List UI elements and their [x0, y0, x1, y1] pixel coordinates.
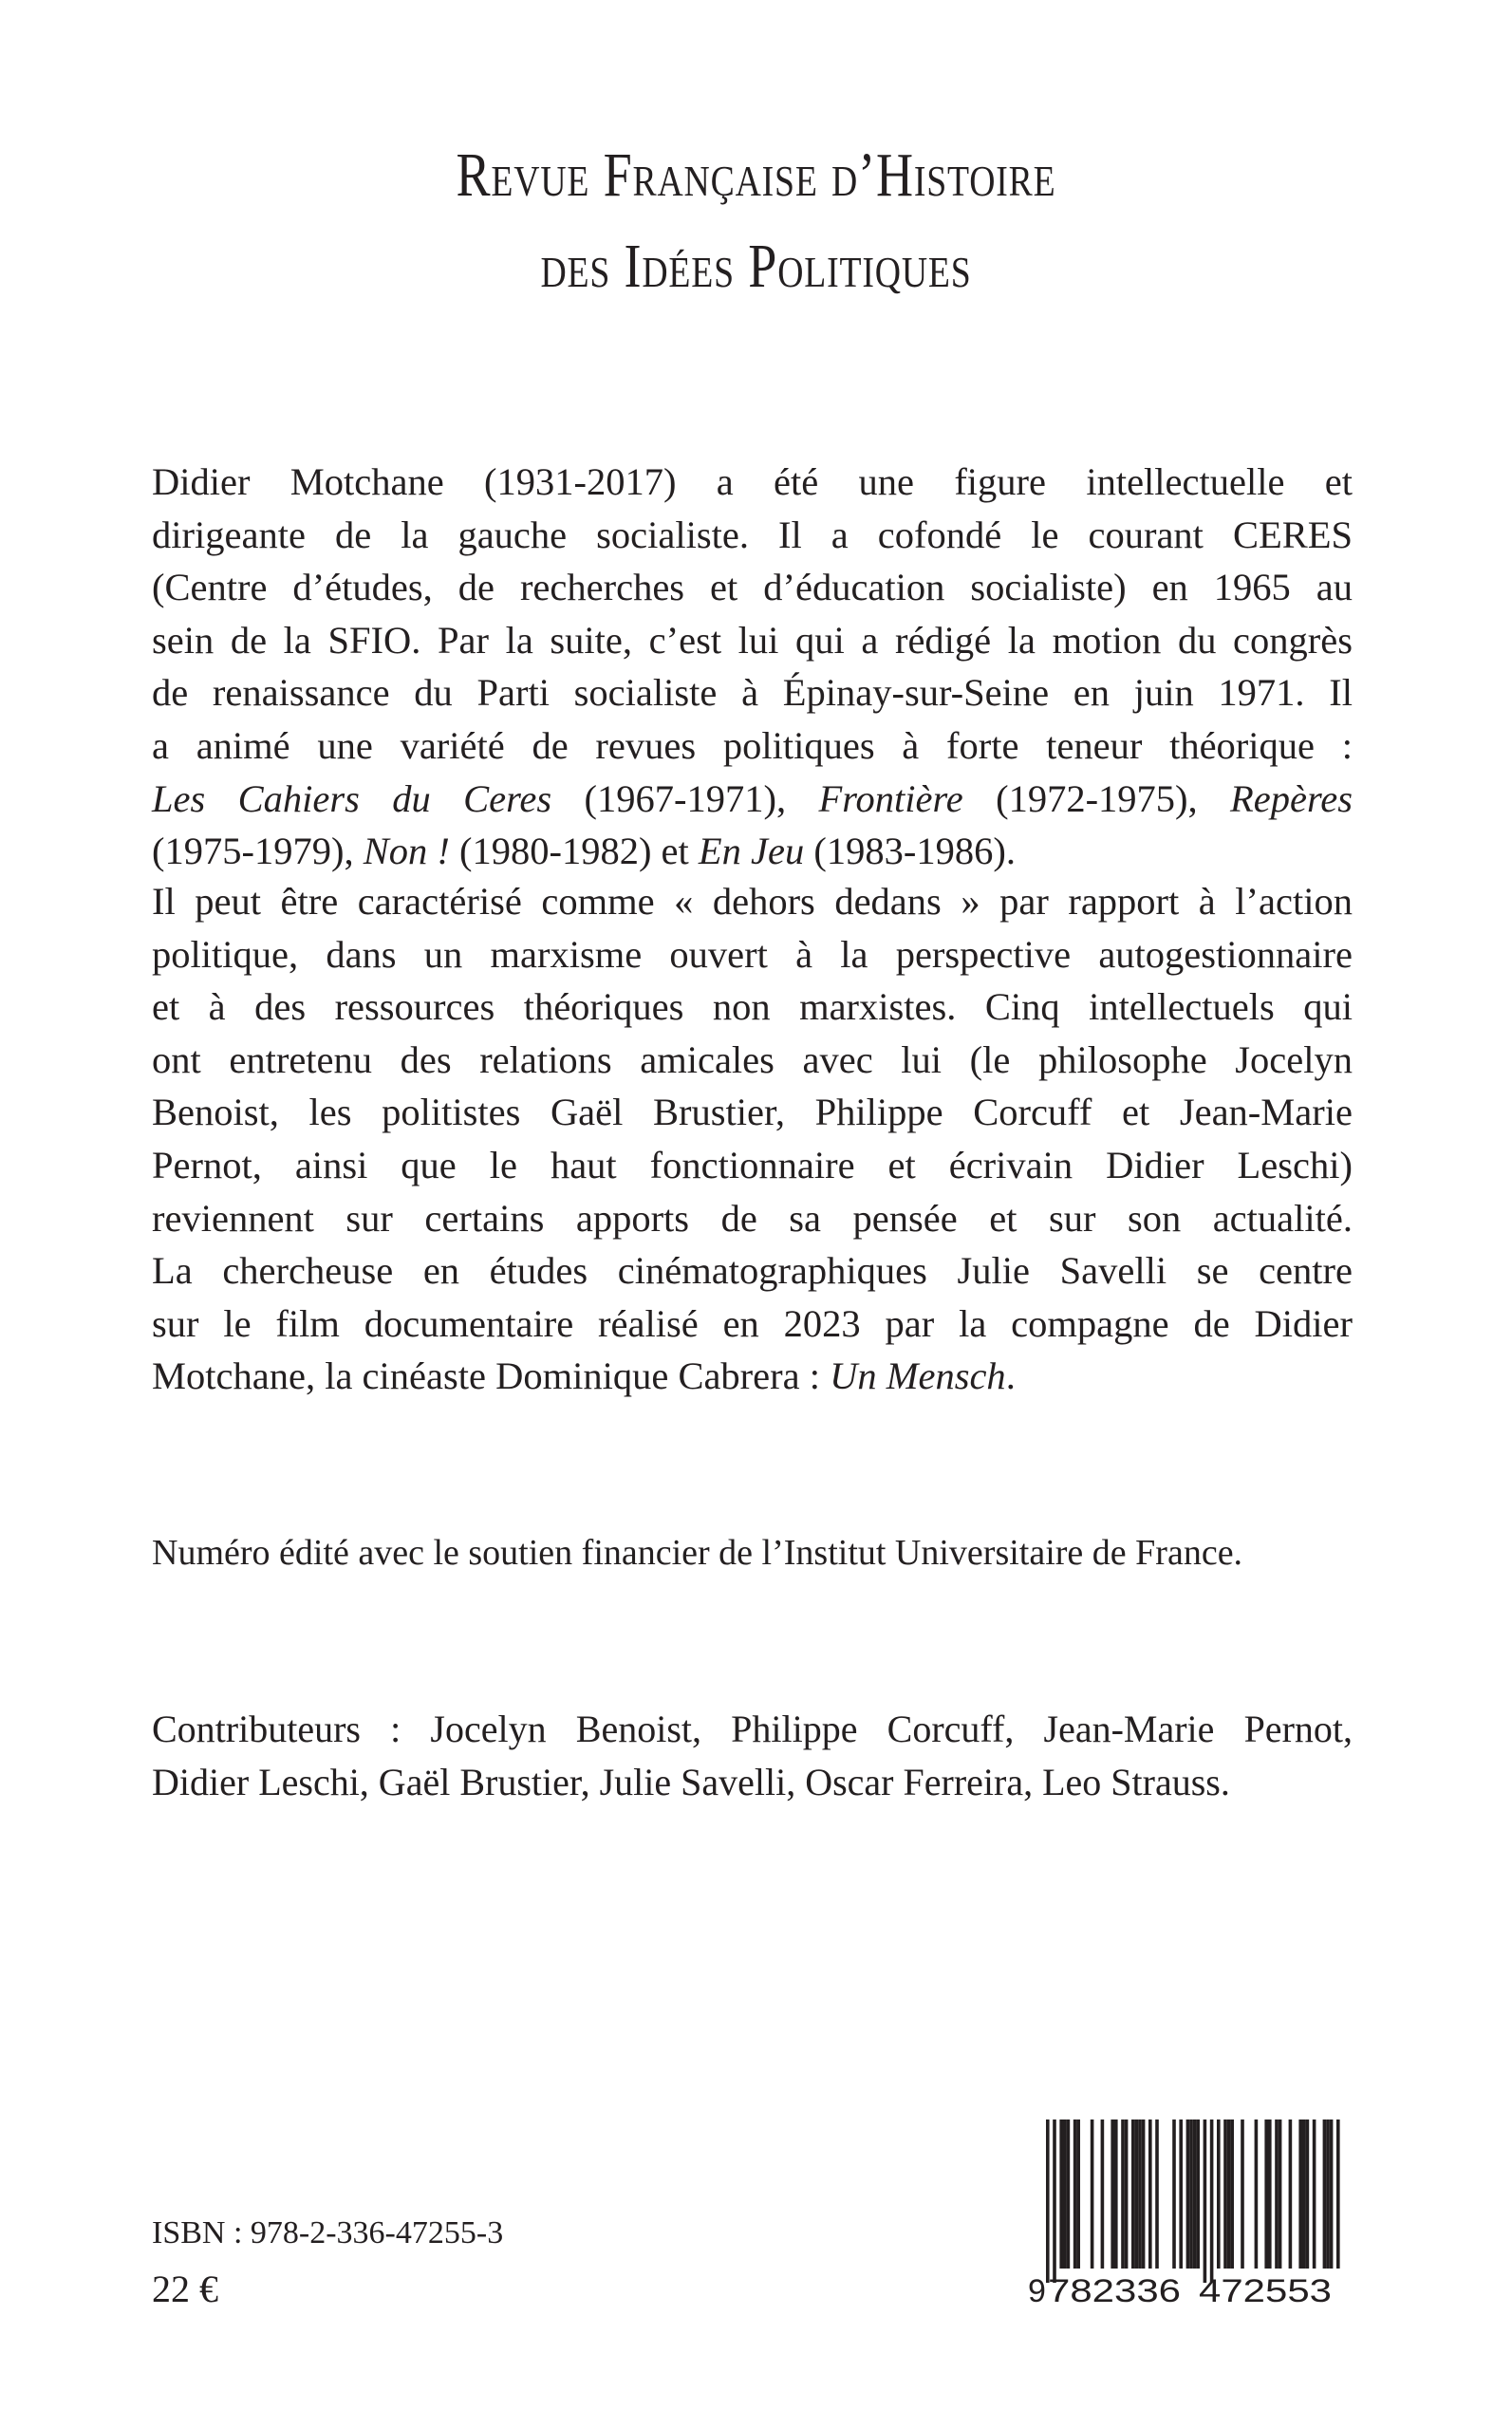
barcode-bar: [1227, 2120, 1231, 2269]
text-run: Motchane, la cinéaste Dominique Cabrera :: [152, 1354, 831, 1398]
barcode-bar: [1279, 2120, 1282, 2269]
text-line: [152, 928, 1353, 981]
text-line: [152, 825, 1353, 878]
text-run: ont entretenu des relations amicales avec lui (le philosophe Jocelyn: [152, 1037, 1353, 1081]
italic-title: Non !: [363, 830, 450, 873]
text-line: [152, 773, 1353, 826]
ean13-barcode: [1020, 2112, 1348, 2306]
barcode-bar: [1111, 2120, 1114, 2269]
text-line: [152, 456, 1353, 509]
barcode-bar: [1336, 2120, 1340, 2269]
italic-title: Frontière: [818, 776, 963, 820]
text-run: et à des ressources théoriques non marxistes. Cinq intellectuels qui: [152, 985, 1353, 1029]
text-run: politique, dans un marxisme ouvert à la perspective autogestionnaire: [152, 932, 1353, 976]
barcode-bar: [1155, 2120, 1159, 2269]
text-line: [152, 561, 1353, 614]
text-line: [152, 719, 1353, 773]
barcode-bar: [1046, 2120, 1050, 2283]
text-run: .: [1005, 1354, 1016, 1398]
text-run: (1980-1982) et: [449, 830, 699, 873]
barcode-bar: [1275, 2120, 1279, 2269]
italic-title: Les Cahiers du Ceres: [152, 776, 552, 820]
barcode-bar: [1091, 2120, 1094, 2269]
contributors-line-1: Contributeurs : Jocelyn Benoist, Philippe Corcuff, Jean-Marie Pernot,: [152, 1708, 1353, 1750]
text-run: (1972-1975),: [962, 776, 1231, 820]
barcode-bar: [1148, 2120, 1152, 2269]
text-run: sein de la SFIO. Par la suite, c’est lui qui a rédigé la motion du congrès: [152, 618, 1353, 662]
barcode-bar: [1186, 2120, 1190, 2269]
barcode-bar: [1053, 2120, 1056, 2283]
text-run: dirigeante de la gauche socialiste. Il a cofondé le courant CERES: [152, 513, 1353, 556]
description-paragraph-2: [152, 875, 1353, 1403]
text-line: [152, 1034, 1353, 1087]
text-run: Didier Motchane (1931-2017) a été une figure intellectuelle et: [152, 460, 1353, 503]
barcode-bar: [1223, 2120, 1227, 2269]
text-run: a animé une variété de revues politiques à forte teneur théorique :: [152, 723, 1353, 767]
description-paragraph-1: [152, 456, 1353, 878]
text-run: (Centre d’études, de recherches et d’éducation socialiste) en 1965 au: [152, 566, 1353, 609]
barcode-digits-left: 782336: [1048, 2273, 1181, 2306]
barcode-bar: [1142, 2120, 1146, 2269]
barcode-bars: [1046, 2120, 1348, 2283]
text-run: reviennent sur certains apports de sa pensée et sur son actualité.: [152, 1196, 1353, 1240]
barcode-bar: [1313, 2120, 1316, 2269]
text-line: [152, 614, 1353, 667]
text-run: La chercheuse en études cinématographiques Julie Savelli se centre: [152, 1249, 1353, 1293]
text-line: [152, 1139, 1353, 1192]
barcode-bar: [1217, 2120, 1221, 2269]
text-line: [152, 1350, 1353, 1403]
barcode-bar: [1172, 2120, 1176, 2269]
barcode-bar: [1306, 2120, 1310, 2269]
text-line: [152, 1244, 1353, 1298]
barcode-bar: [1121, 2120, 1125, 2269]
text-run: de renaissance du Parti socialiste à Épinay-sur-Seine en juin 1971. Il: [152, 671, 1353, 715]
text-line: [152, 1298, 1353, 1351]
text-run: Benoist, les politistes Gaël Brustier, Philippe Corcuff et Jean-Marie: [152, 1091, 1353, 1134]
barcode-bar: [1059, 2120, 1063, 2269]
barcode-bar: [1241, 2120, 1244, 2269]
barcode-digit-first: 9: [1028, 2273, 1046, 2306]
text-line: [152, 980, 1353, 1034]
barcode-bar: [1302, 2120, 1306, 2269]
contributors-line-2: Didier Leschi, Gaël Brustier, Julie Savelli, Oscar Ferreira, Leo Strauss.: [152, 1761, 1230, 1803]
text-line: [152, 1192, 1353, 1245]
barcode-bar: [1179, 2120, 1183, 2269]
barcode-bar: [1289, 2120, 1293, 2269]
barcode-bar: [1323, 2120, 1327, 2269]
barcode-bar: [1268, 2120, 1272, 2269]
barcode-bar: [1131, 2120, 1135, 2269]
barcode-bar: [1298, 2120, 1302, 2269]
text-run: Il peut être caractérisé comme « dehors dedans » par rapport à l’action: [152, 880, 1353, 923]
barcode-bar: [1264, 2120, 1268, 2269]
barcode-bar: [1189, 2120, 1193, 2269]
barcode-bar: [1135, 2120, 1139, 2269]
text-line: [152, 666, 1353, 719]
text-line: [152, 875, 1353, 928]
barcode-bar: [1210, 2120, 1214, 2283]
journal-title-line-2: des Idées Politiques: [540, 232, 972, 301]
barcode-bar: [1230, 2120, 1234, 2269]
barcode-bar: [1326, 2120, 1330, 2269]
barcode-bar: [1255, 2120, 1259, 2269]
italic-title: En Jeu: [698, 830, 805, 873]
barcode-bar: [1076, 2120, 1080, 2269]
funding-note: Numéro édité avec le soutien financier de l’Institut Universitaire de France.: [152, 1533, 1243, 1573]
barcode-bar: [1073, 2120, 1077, 2269]
barcode-bar: [1193, 2120, 1197, 2269]
barcode-bar: [1063, 2120, 1067, 2269]
text-run: (1975-1979),: [152, 830, 364, 873]
barcode-digits-right: 472553: [1199, 2273, 1332, 2306]
price: 22 €: [152, 2268, 218, 2310]
barcode-bar: [1114, 2120, 1118, 2269]
barcode-bar: [1067, 2120, 1071, 2269]
text-line: [152, 1086, 1353, 1139]
barcode-bar: [1330, 2120, 1334, 2269]
barcode-bar: [1138, 2120, 1142, 2269]
text-run: sur le film documentaire réalisé en 2023 par la compagne de Didier: [152, 1301, 1353, 1345]
text-run: (1983-1986).: [804, 830, 1016, 873]
contributors-list: [152, 1703, 1353, 1809]
barcode-bar: [1125, 2120, 1129, 2269]
text-line: [152, 509, 1353, 562]
journal-title-line-1: Revue Française d’Histoire: [456, 140, 1056, 210]
text-run: (1967-1971),: [551, 776, 819, 820]
isbn-number: ISBN : 978-2-336-47255-3: [152, 2215, 504, 2250]
italic-title: Un Mensch: [830, 1354, 1006, 1398]
barcode-bar: [1101, 2120, 1105, 2269]
barcode-bar: [1204, 2120, 1207, 2283]
text-run: Pernot, ainsi que le haut fonctionnaire et écrivain Didier Leschi): [152, 1143, 1353, 1186]
italic-title: Repères: [1230, 776, 1353, 820]
barcode-bar: [1196, 2120, 1200, 2269]
